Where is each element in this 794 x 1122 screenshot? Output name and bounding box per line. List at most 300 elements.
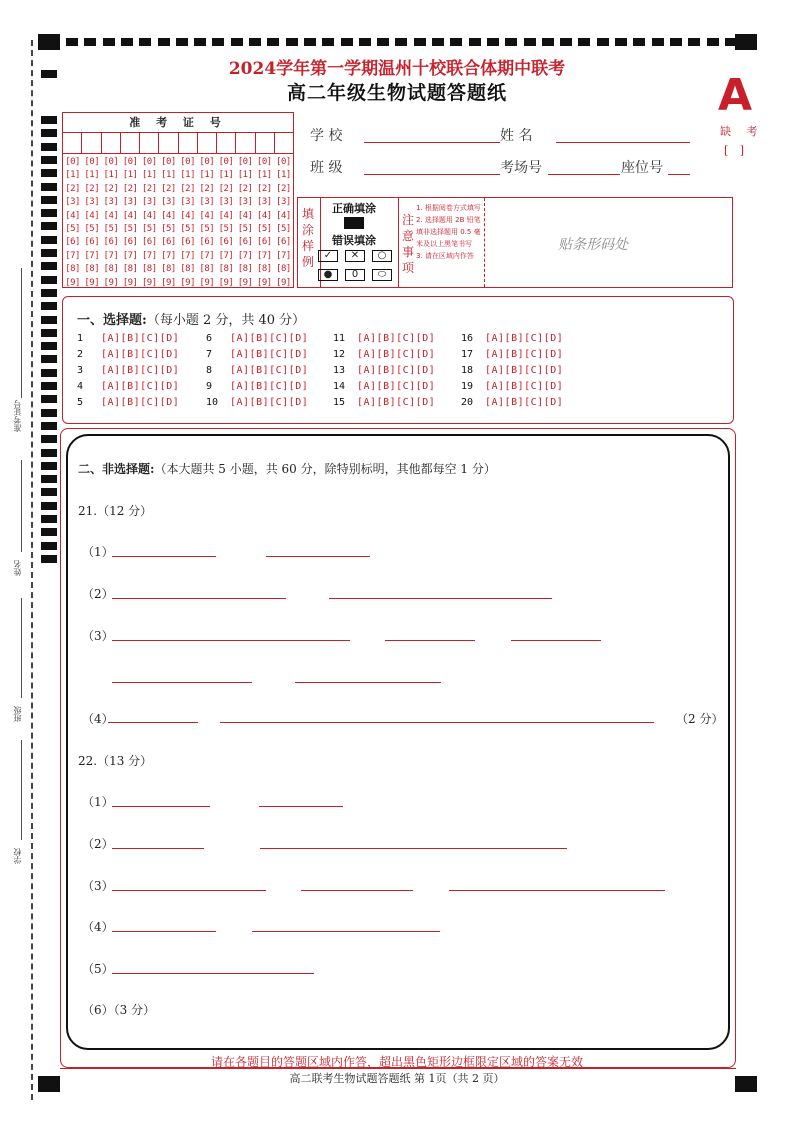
timing-mark <box>41 169 57 177</box>
q22-part2-blank-b[interactable] <box>260 848 567 849</box>
timing-mark <box>359 38 371 46</box>
exam-id-bubble[interactable]: [3] <box>65 197 80 208</box>
exam-id-bubble[interactable]: [6] <box>256 237 272 248</box>
exam-id-bubble[interactable]: [1] <box>141 170 157 181</box>
exam-id-bubble[interactable]: [3] <box>84 197 100 208</box>
timing-mark <box>249 38 261 46</box>
exam-id-bubble[interactable]: [0] <box>122 157 138 167</box>
exam-id-bubble[interactable]: [9] <box>237 277 253 288</box>
exam-id-bubble[interactable]: [9] <box>276 277 291 288</box>
exam-id-bubble[interactable]: [4] <box>161 210 176 221</box>
exam-id-bubble[interactable]: [9] <box>84 277 100 288</box>
fill-sample-box <box>297 197 733 288</box>
exam-id-bubble[interactable]: [0] <box>141 157 157 167</box>
choice-options[interactable]: [A][B][C][D] <box>230 381 309 392</box>
exam-id-bubble[interactable]: [0] <box>276 157 291 167</box>
note-line-1: 1. 根据阅卷方式填写 <box>416 204 481 212</box>
exam-id-bubble[interactable]: [8] <box>65 264 80 275</box>
exam-id-bubble[interactable]: [5] <box>276 224 291 235</box>
exam-id-bubble[interactable]: [3] <box>199 197 215 208</box>
q22-part4-blank-b[interactable] <box>252 931 440 932</box>
timing-mark <box>286 38 298 46</box>
exam-id-bubble[interactable]: [0] <box>199 157 215 167</box>
q21-part4-label: （4） <box>82 712 114 726</box>
exam-id-bubble[interactable]: [2] <box>237 183 253 194</box>
exam-id-bubble[interactable]: [8] <box>276 264 291 275</box>
choice-question <box>333 381 435 392</box>
timing-mark <box>41 555 57 563</box>
exam-id-bubble[interactable]: [9] <box>161 277 176 288</box>
exam-id-bubble[interactable]: [6] <box>141 237 157 248</box>
school-label: 学 校 <box>310 128 343 144</box>
exam-id-bubble[interactable]: [4] <box>103 210 119 221</box>
exam-id-bubble[interactable]: [5] <box>161 224 176 235</box>
corner-mark-top-right <box>735 34 757 50</box>
choice-options[interactable]: [A][B][C][D] <box>101 365 180 376</box>
exam-id-bubble[interactable]: [8] <box>103 264 119 275</box>
notes-label-3: 事 <box>402 245 415 259</box>
timing-mark <box>560 38 572 46</box>
exam-id-column[interactable] <box>82 156 101 290</box>
exam-id-bubble[interactable]: [6] <box>84 237 100 248</box>
choice-options[interactable]: [A][B][C][D] <box>101 333 180 344</box>
exam-id-bubble[interactable]: [3] <box>161 197 176 208</box>
exam-id-bubble[interactable]: [1] <box>237 170 253 181</box>
timing-mark <box>66 38 78 46</box>
exam-id-bubble[interactable]: [5] <box>180 224 195 235</box>
exam-id-bubble[interactable]: [0] <box>237 157 253 167</box>
choice-options[interactable]: [A][B][C][D] <box>485 365 564 376</box>
exam-id-bubble[interactable]: [8] <box>256 264 272 275</box>
q22-part2-label: （2） <box>82 837 114 851</box>
exam-id-bubble[interactable]: [0] <box>65 157 80 167</box>
exam-id-bubble[interactable]: [7] <box>84 250 100 261</box>
seat-field[interactable] <box>668 174 690 175</box>
choice-question <box>206 381 308 392</box>
timing-mark <box>41 542 57 550</box>
q21-part3-blank-d[interactable] <box>112 682 252 683</box>
exam-id-bubble[interactable]: [2] <box>141 183 157 194</box>
q21-part3-label: （3） <box>82 629 114 643</box>
exam-id-bubble[interactable]: [9] <box>141 277 157 288</box>
timing-mark <box>41 342 57 350</box>
corner-mark-top-left <box>38 34 60 50</box>
exam-id-bubble[interactable]: [9] <box>256 277 272 288</box>
exam-id-bubble[interactable]: [6] <box>161 237 176 248</box>
timing-mark <box>41 528 57 536</box>
exam-id-bubble[interactable]: [1] <box>218 170 234 181</box>
correct-fill-mark <box>344 217 364 229</box>
timing-mark <box>633 38 645 46</box>
choice-options[interactable]: [A][B][C][D] <box>230 333 309 344</box>
exam-id-column[interactable] <box>101 156 120 290</box>
choice-number: 10 <box>206 397 219 408</box>
timing-mark <box>414 38 426 46</box>
timing-mark <box>41 369 57 377</box>
exam-id-bubble[interactable]: [7] <box>237 250 253 261</box>
nonchoice-title <box>78 460 496 477</box>
choice-options[interactable]: [A][B][C][D] <box>230 349 309 360</box>
exam-id-bubble[interactable]: [2] <box>276 183 291 194</box>
name-label: 姓 名 <box>500 128 533 144</box>
q21-part4-blank-b[interactable] <box>220 722 654 723</box>
exam-id-bubble[interactable]: [8] <box>199 264 215 275</box>
exam-id-bubble[interactable]: [3] <box>122 197 138 208</box>
answer-area-warning: 请在各题目的答题区域内作答，超出黑色矩形边框限定区域的答案无效 <box>210 1055 583 1069</box>
exam-id-bubble[interactable]: [1] <box>256 170 272 181</box>
q21-part3-blank-b[interactable] <box>385 640 475 641</box>
choice-options[interactable]: [A][B][C][D] <box>357 381 436 392</box>
exam-id-bubble[interactable]: [1] <box>122 170 138 181</box>
exam-id-bubble[interactable]: [5] <box>141 224 157 235</box>
q21-part3-blank-a[interactable] <box>112 640 350 641</box>
choice-number: 20 <box>461 397 474 408</box>
exam-id-bubble[interactable]: [2] <box>180 183 195 194</box>
note-line-5: 3. 请在区域内作答 <box>416 252 474 260</box>
q22-part3-blank-c[interactable] <box>449 890 665 891</box>
exam-id-bubble[interactable]: [0] <box>161 157 176 167</box>
exam-id-bubble[interactable]: [4] <box>256 210 272 221</box>
choice-question <box>77 333 179 344</box>
exam-id-column[interactable] <box>236 156 255 290</box>
timing-mark <box>41 329 57 337</box>
school-field[interactable] <box>364 142 500 143</box>
timing-mark <box>41 515 57 523</box>
exam-id-bubble[interactable]: [4] <box>141 210 157 221</box>
q21-part2-blank-a[interactable] <box>112 598 286 599</box>
exam-id-bubble[interactable]: [3] <box>276 197 291 208</box>
q21-part3-blank-e[interactable] <box>295 682 441 683</box>
q21-part3-blank-c[interactable] <box>511 640 601 641</box>
exam-id-bubble[interactable]: [1] <box>103 170 119 181</box>
exam-id-bubble[interactable]: [8] <box>218 264 234 275</box>
exam-id-bubble[interactable]: [7] <box>65 250 80 261</box>
choice-question <box>77 349 179 360</box>
exam-id-bubble[interactable]: [6] <box>103 237 119 248</box>
exam-id-column[interactable] <box>121 156 140 290</box>
side-label-school: 学校 <box>13 848 22 864</box>
choice-title <box>77 309 305 328</box>
exam-id-bubble[interactable]: [3] <box>141 197 157 208</box>
timing-mark <box>84 38 96 46</box>
timing-mark <box>341 38 353 46</box>
exam-id-bubble[interactable]: [8] <box>161 264 176 275</box>
choice-question <box>77 365 179 376</box>
absent-checkbox[interactable]: [ ] <box>724 144 749 157</box>
exam-id-bubble[interactable]: [9] <box>218 277 234 288</box>
choice-question <box>461 365 563 376</box>
exam-id-bubble[interactable]: [3] <box>218 197 234 208</box>
note-line-2: 2. 选择题用 2B 铅笔 <box>416 216 481 224</box>
choice-options[interactable]: [A][B][C][D] <box>357 365 436 376</box>
timing-mark <box>176 38 188 46</box>
nonchoice-title-bold: 二、非选择题: <box>78 462 155 476</box>
exam-id-bubble[interactable]: [4] <box>199 210 215 221</box>
side-label-exam-id: 准考证号 <box>13 400 22 432</box>
choice-number: 6 <box>206 333 213 344</box>
exam-id-bubble[interactable]: [9] <box>199 277 215 288</box>
choice-options[interactable]: [A][B][C][D] <box>357 333 436 344</box>
choice-number: 12 <box>333 349 346 360</box>
q22-part1-blank-a[interactable] <box>112 806 210 807</box>
exam-id-bubble[interactable]: [2] <box>122 183 138 194</box>
exam-id-bubble[interactable]: [8] <box>141 264 157 275</box>
exam-id-bubble[interactable]: [5] <box>122 224 138 235</box>
exam-id-bubble[interactable]: [5] <box>65 224 80 235</box>
exam-id-column[interactable] <box>178 156 197 290</box>
choice-options[interactable]: [A][B][C][D] <box>485 349 564 360</box>
exam-id-column[interactable] <box>255 156 274 290</box>
timing-mark <box>41 249 57 257</box>
q21-part1-blank-b[interactable] <box>266 556 370 557</box>
timing-mark <box>450 38 462 46</box>
q22-part1-blank-b[interactable] <box>259 806 343 807</box>
timing-mark <box>41 355 57 363</box>
sheet-subtitle: 高二年级生物试题答题纸 <box>286 82 507 104</box>
exam-id-bubble[interactable]: [2] <box>218 183 234 194</box>
timing-mark <box>41 449 57 457</box>
timing-mark <box>670 38 682 46</box>
q21-part2-label: （2） <box>82 587 114 601</box>
choice-number: 14 <box>333 381 346 392</box>
exam-id-bubble[interactable]: [6] <box>122 237 138 248</box>
choice-question <box>333 333 435 344</box>
wrong-mark-ellipse-icon: ⬭ <box>372 269 392 281</box>
exam-id-bubble[interactable]: [0] <box>103 157 119 167</box>
choice-number: 11 <box>333 333 346 344</box>
choice-options[interactable]: [A][B][C][D] <box>230 397 309 408</box>
exam-id-bubble[interactable]: [9] <box>122 277 138 288</box>
choice-options[interactable]: [A][B][C][D] <box>485 333 564 344</box>
q22-part2-blank-a[interactable] <box>112 848 204 849</box>
timing-mark <box>707 38 719 46</box>
exam-id-bubble[interactable]: [2] <box>199 183 215 194</box>
timing-mark <box>194 38 206 46</box>
exam-id-bubble[interactable]: [4] <box>122 210 138 221</box>
exam-id-bubble[interactable]: [4] <box>218 210 234 221</box>
exam-id-bubble[interactable]: [4] <box>276 210 291 221</box>
q22-part3-blank-b[interactable] <box>301 890 413 891</box>
fill-sample-label-3: 样 <box>302 239 315 253</box>
exam-id-bubble[interactable]: [9] <box>103 277 119 288</box>
choice-number: 15 <box>333 397 346 408</box>
q22-part6-label: （6）（3 分） <box>82 1003 156 1017</box>
barcode-area: 贴条形码处 <box>558 237 628 253</box>
q21-label: 21.（12 分） <box>78 504 153 518</box>
choice-number: 13 <box>333 365 346 376</box>
timing-mark <box>688 38 700 46</box>
exam-id-bubble[interactable]: [8] <box>84 264 100 275</box>
exam-id-bubbles[interactable] <box>63 154 293 290</box>
timing-mark <box>395 38 407 46</box>
exam-id-bubble[interactable]: [6] <box>276 237 291 248</box>
exam-id-column[interactable] <box>216 156 235 290</box>
timing-mark <box>41 276 57 284</box>
exam-id-bubble[interactable]: [1] <box>161 170 176 181</box>
exam-id-bubble[interactable]: [0] <box>256 157 272 167</box>
fill-sample-label-1: 填 <box>302 207 315 221</box>
note-line-4: 米及以上黑笔书写 <box>416 240 472 248</box>
exam-id-column[interactable] <box>274 156 293 290</box>
timing-mark <box>103 38 115 46</box>
q22-part3-blank-a[interactable] <box>112 890 266 891</box>
timing-mark <box>41 395 57 403</box>
exam-id-label: 准 考 证 号 <box>63 113 293 133</box>
note-line-3: 填非选择题用 0.5 毫 <box>416 228 481 236</box>
exam-id-column[interactable] <box>63 156 82 290</box>
choice-options[interactable]: [A][B][C][D] <box>485 397 564 408</box>
choice-options[interactable]: [A][B][C][D] <box>230 365 309 376</box>
exam-id-bubble[interactable]: [7] <box>218 250 234 261</box>
choice-question <box>206 349 308 360</box>
exam-id-bubble[interactable]: [4] <box>180 210 195 221</box>
choice-options[interactable]: [A][B][C][D] <box>101 397 180 408</box>
exam-id-bubble[interactable]: [5] <box>199 224 215 235</box>
choice-options[interactable]: [A][B][C][D] <box>357 349 436 360</box>
exam-id-bubble[interactable]: [8] <box>237 264 253 275</box>
exam-id-bubble[interactable]: [4] <box>237 210 253 221</box>
timing-mark <box>41 435 57 443</box>
exam-id-bubble[interactable]: [7] <box>199 250 215 261</box>
timing-mark <box>41 475 57 483</box>
exam-id-bubble[interactable]: [2] <box>161 183 176 194</box>
exam-id-bubble[interactable]: [1] <box>276 170 291 181</box>
choice-question <box>333 365 435 376</box>
timing-mark <box>212 38 224 46</box>
exam-id-bubble[interactable]: [6] <box>199 237 215 248</box>
exam-id-bubble[interactable]: [2] <box>103 183 119 194</box>
exam-id-bubble[interactable]: [5] <box>103 224 119 235</box>
exam-id-bubble[interactable]: [5] <box>218 224 234 235</box>
exam-id-bubble[interactable]: [8] <box>122 264 138 275</box>
timing-mark <box>267 38 279 46</box>
exam-id-bubble[interactable]: [2] <box>84 183 100 194</box>
choice-number: 19 <box>461 381 474 392</box>
footer-divider <box>60 1068 736 1069</box>
choice-number: 4 <box>77 381 84 392</box>
exam-id-bubble[interactable]: [4] <box>84 210 100 221</box>
timing-mark <box>41 262 57 270</box>
name-field[interactable] <box>556 142 690 143</box>
timing-mark <box>158 38 170 46</box>
exam-id-bubble[interactable]: [6] <box>218 237 234 248</box>
exam-id-bubble[interactable]: [7] <box>161 250 176 261</box>
timing-mark <box>578 38 590 46</box>
exam-id-bubble[interactable]: [3] <box>180 197 195 208</box>
nonchoice-title-rest: （本大题共 5 小题，共 60 分，除特别标明，其他都每空 1 分） <box>154 462 496 476</box>
exam-id-column[interactable] <box>140 156 159 290</box>
exam-id-bubble[interactable]: [0] <box>218 157 234 167</box>
choice-question <box>461 349 563 360</box>
q22-part4-blank-a[interactable] <box>112 931 216 932</box>
exam-id-bubble[interactable]: [7] <box>180 250 195 261</box>
exam-id-bubble[interactable]: [3] <box>103 197 119 208</box>
class-blank <box>21 598 22 698</box>
exam-id-grid <box>62 112 294 288</box>
correct-fill-label: 正确填涂 <box>332 202 376 215</box>
choice-options[interactable]: [A][B][C][D] <box>485 381 564 392</box>
choice-options[interactable]: [A][B][C][D] <box>357 397 436 408</box>
room-field[interactable] <box>548 174 620 175</box>
choice-options[interactable]: [A][B][C][D] <box>101 381 180 392</box>
absent-label: 缺 考 <box>720 125 764 138</box>
exam-id-bubble[interactable]: [7] <box>141 250 157 261</box>
choice-question <box>333 349 435 360</box>
timing-mark <box>41 316 57 324</box>
timing-mark <box>41 222 57 230</box>
exam-id-bubble[interactable]: [6] <box>180 237 195 248</box>
exam-id-bubble[interactable]: [9] <box>180 277 195 288</box>
class-label: 班 级 <box>310 160 343 176</box>
choice-question <box>206 397 308 408</box>
exam-id-column[interactable] <box>197 156 216 290</box>
exam-id-bubble[interactable]: [1] <box>65 170 80 181</box>
exam-id-bubble[interactable]: [5] <box>84 224 100 235</box>
timing-mark <box>469 38 481 46</box>
wrong-mark-check-icon: ✓ <box>318 250 338 262</box>
choice-title-rest: （每小题 2 分，共 40 分） <box>146 313 306 328</box>
room-label: 考场号 <box>500 160 542 176</box>
exam-id-write-cells[interactable] <box>63 133 293 154</box>
choice-number: 2 <box>77 349 84 360</box>
exam-id-bubble[interactable]: [1] <box>180 170 195 181</box>
choice-title-bold: 一、选择题: <box>77 313 147 328</box>
exam-id-bubble[interactable]: [3] <box>237 197 253 208</box>
q22-part1-label: （1） <box>82 795 114 809</box>
choice-question <box>461 397 563 408</box>
timing-mark <box>597 38 609 46</box>
exam-id-bubble[interactable]: [1] <box>199 170 215 181</box>
choice-question <box>206 365 308 376</box>
choice-section <box>62 296 734 424</box>
exam-id-bubble[interactable]: [0] <box>84 157 100 167</box>
exam-id-bubble[interactable]: [0] <box>180 157 195 167</box>
q22-part5-blank[interactable] <box>112 973 314 974</box>
timing-mark <box>41 409 57 417</box>
choice-number: 8 <box>206 365 213 376</box>
choice-question <box>461 333 563 344</box>
exam-id-bubble[interactable]: [6] <box>237 237 253 248</box>
exam-id-bubble[interactable]: [3] <box>256 197 272 208</box>
class-field[interactable] <box>364 174 500 175</box>
exam-id-bubble[interactable]: [7] <box>256 250 272 261</box>
exam-id-column[interactable] <box>159 156 178 290</box>
exam-id-bubble[interactable]: [9] <box>65 277 80 288</box>
exam-id-bubble[interactable]: [7] <box>103 250 119 261</box>
timing-mark <box>41 422 57 430</box>
timing-mark <box>41 156 57 164</box>
choice-question <box>461 381 563 392</box>
q21-part2-blank-b[interactable] <box>329 598 552 599</box>
q21-part1-blank-a[interactable] <box>112 556 216 557</box>
exam-id-bubble[interactable]: [6] <box>65 237 80 248</box>
exam-id-bubble[interactable]: [1] <box>84 170 100 181</box>
exam-id-bubble[interactable]: [4] <box>65 210 80 221</box>
exam-id-bubble[interactable]: [7] <box>276 250 291 261</box>
exam-id-bubble[interactable]: [7] <box>122 250 138 261</box>
q21-part4-blank-a[interactable] <box>108 722 198 723</box>
timing-mark <box>505 38 517 46</box>
timing-mark <box>41 382 57 390</box>
exam-id-bubble[interactable]: [8] <box>180 264 195 275</box>
exam-id-bubble[interactable]: [5] <box>256 224 272 235</box>
exam-id-bubble[interactable]: [2] <box>256 183 272 194</box>
timing-mark <box>41 196 57 204</box>
exam-id-bubble[interactable]: [2] <box>65 183 80 194</box>
timing-mark <box>41 488 57 496</box>
choice-options[interactable]: [A][B][C][D] <box>101 349 180 360</box>
exam-id-bubble[interactable]: [5] <box>237 224 253 235</box>
